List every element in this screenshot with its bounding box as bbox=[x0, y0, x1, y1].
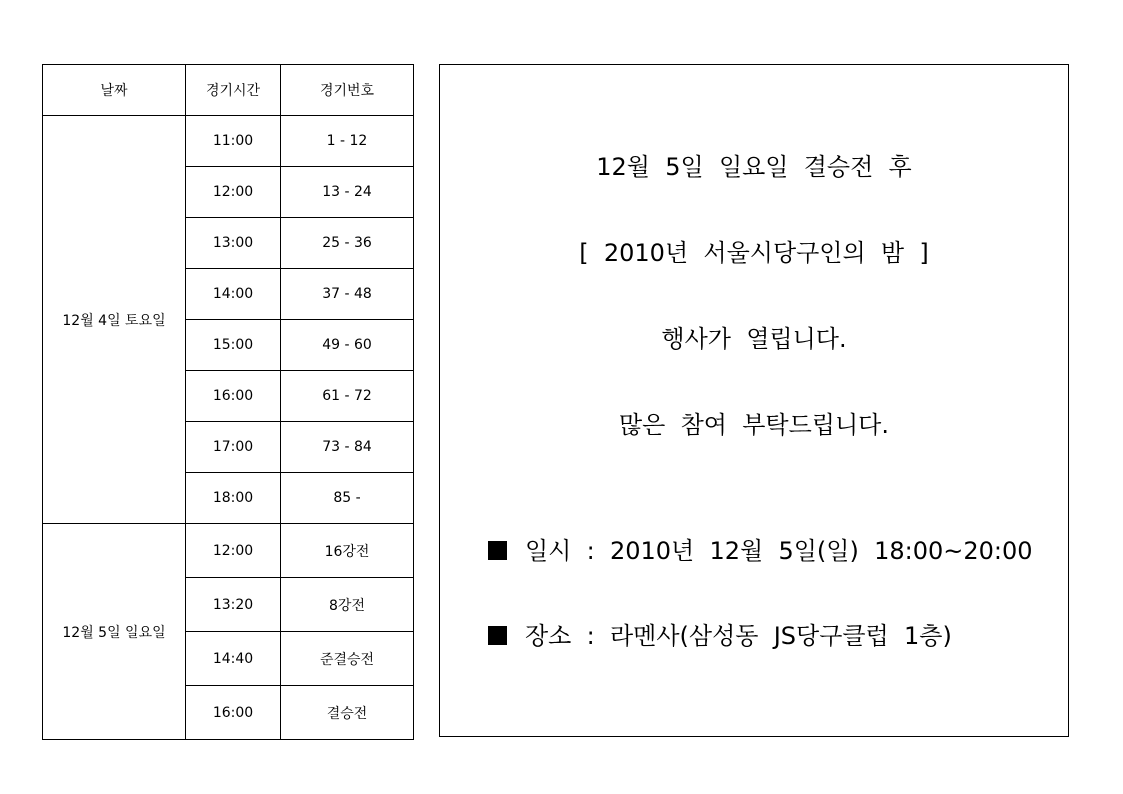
time-cell: 14:00 bbox=[186, 269, 281, 320]
table-row bbox=[43, 116, 414, 167]
notice-line-event-held: 행사가 열립니다. bbox=[661, 325, 847, 353]
date-cell-day1: 12월 4일 토요일 bbox=[43, 116, 186, 524]
time-cell: 15:00 bbox=[186, 320, 281, 371]
time-cell: 18:00 bbox=[186, 473, 281, 524]
header-number: 경기번호 bbox=[281, 65, 414, 116]
time-cell: 12:00 bbox=[186, 524, 281, 578]
notice-datetime bbox=[488, 536, 1033, 566]
event-notice-box bbox=[439, 64, 1069, 737]
number-cell: 73 - 84 bbox=[281, 422, 414, 473]
number-cell: 37 - 48 bbox=[281, 269, 414, 320]
time-cell: 16:00 bbox=[186, 371, 281, 422]
number-cell: 25 - 36 bbox=[281, 218, 414, 269]
number-cell: 16강전 bbox=[281, 524, 414, 578]
square-bullet-icon bbox=[488, 541, 507, 560]
date-cell-day2: 12월 5일 일요일 bbox=[43, 524, 186, 740]
table-row bbox=[43, 524, 414, 578]
notice-place bbox=[488, 621, 952, 651]
number-cell: 13 - 24 bbox=[281, 167, 414, 218]
number-cell: 결승전 bbox=[281, 686, 414, 740]
header-time: 경기시간 bbox=[186, 65, 281, 116]
notice-line-final: 12월 5일 일요일 결승전 후 bbox=[596, 153, 912, 181]
datetime-text: 일시 : 2010년 12월 5일(일) 18:00~20:00 bbox=[525, 537, 1033, 565]
number-cell: 61 - 72 bbox=[281, 371, 414, 422]
number-cell: 1 - 12 bbox=[281, 116, 414, 167]
number-cell: 49 - 60 bbox=[281, 320, 414, 371]
time-cell: 17:00 bbox=[186, 422, 281, 473]
time-cell: 12:00 bbox=[186, 167, 281, 218]
time-cell: 14:40 bbox=[186, 632, 281, 686]
schedule-table bbox=[42, 64, 414, 740]
header-row bbox=[43, 65, 414, 116]
time-cell: 11:00 bbox=[186, 116, 281, 167]
place-text: 장소 : 라멘사(삼성동 JS당구클럽 1층) bbox=[525, 622, 952, 650]
number-cell: 준결승전 bbox=[281, 632, 414, 686]
time-cell: 13:00 bbox=[186, 218, 281, 269]
square-bullet-icon bbox=[488, 626, 507, 645]
notice-line-participation: 많은 참여 부탁드립니다. bbox=[619, 411, 889, 439]
time-cell: 16:00 bbox=[186, 686, 281, 740]
time-cell: 13:20 bbox=[186, 578, 281, 632]
notice-line-event-title: [ 2010년 서울시당구인의 밤 ] bbox=[579, 239, 929, 267]
header-date: 날짜 bbox=[43, 65, 186, 116]
number-cell: 8강전 bbox=[281, 578, 414, 632]
number-cell: 85 - bbox=[281, 473, 414, 524]
